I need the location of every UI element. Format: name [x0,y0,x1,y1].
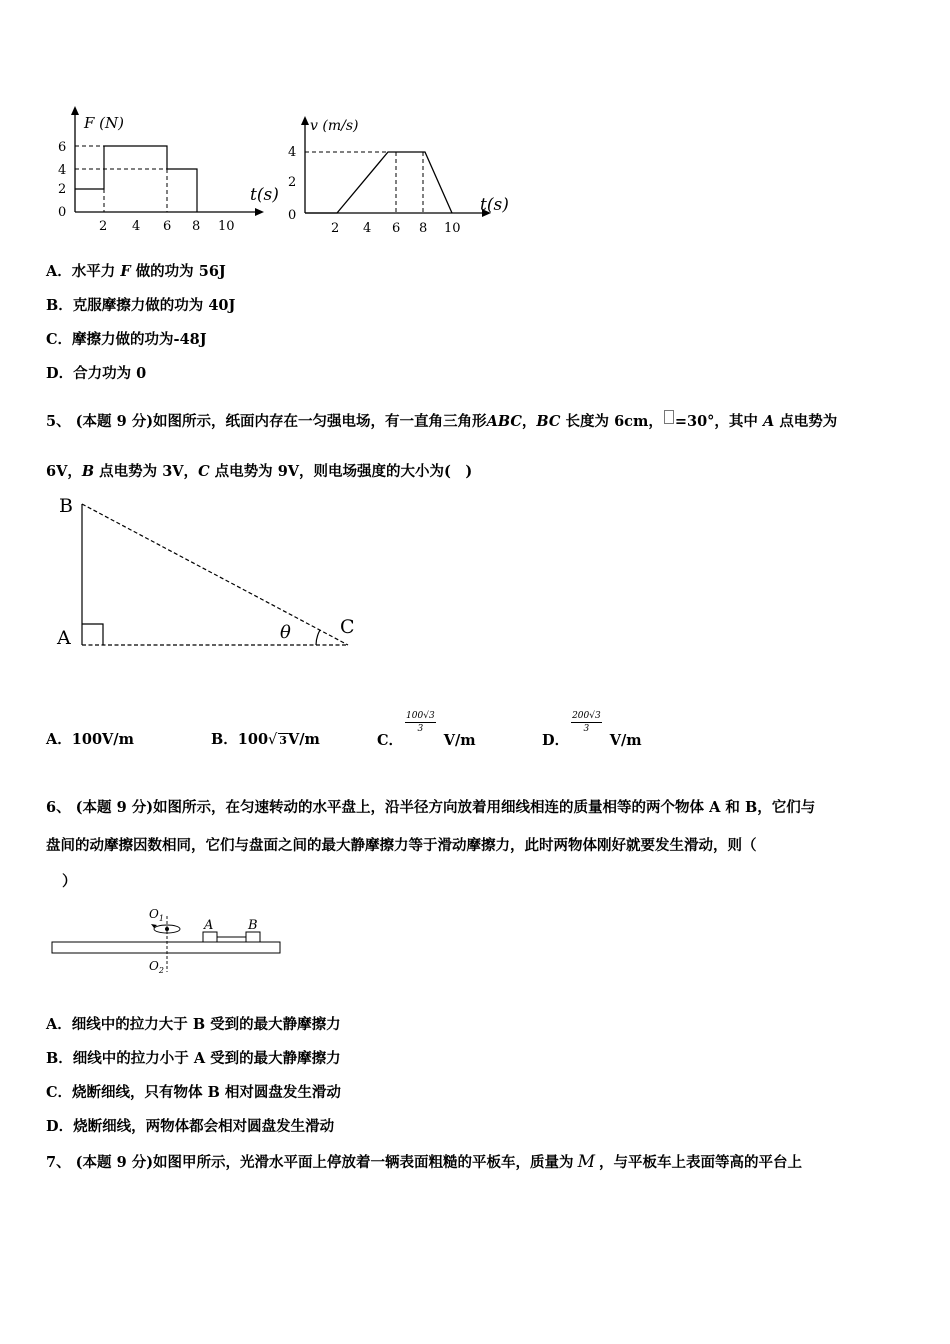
q5-option-b-label: B． [211,731,238,748]
f-y-arrow [71,106,79,115]
q5-text-c: 长度为 6cm， [565,413,663,430]
q7-m-var: M [577,1152,595,1172]
force-step-line [75,146,197,212]
q4-option-b-text: 克服摩擦力做的功为 40J [72,297,236,314]
label-theta: θ [280,622,291,643]
q5-option-c-unit: V/m [443,731,476,749]
q5-a-var: A [762,413,775,430]
q4-option-d[interactable] [46,362,146,383]
block-a [203,932,217,942]
q4-option-d-label: D． [46,365,74,382]
block-b [246,932,260,942]
q4-option-b[interactable] [46,294,235,315]
v-xtick-6: 6 [392,221,401,236]
q5-option-b-pre: 100 [237,731,269,748]
q5-option-b[interactable] [211,728,320,749]
q5-option-c-den: 3 [417,724,424,734]
q6-option-d-text: 烧断细线，两物体都会相对圆盘发生滑动 [73,1118,335,1135]
q4-option-c[interactable] [46,328,207,349]
label-c: C [340,616,355,638]
label-block-a: A [204,918,214,933]
label-o2: $O_2$ [149,959,164,975]
q5-option-c-label: C． [377,731,404,749]
q5-bc: BC [536,413,561,430]
f-ytick-2: 2 [58,182,67,197]
q6-number: 6、 [46,799,71,816]
q5-option-c[interactable] [377,710,476,749]
right-angle-mark [82,624,103,645]
q5-line-1 [46,410,837,431]
theta-arc [316,630,320,645]
v-xtick-2: 2 [331,221,340,236]
q5-option-a-text: 100V/m [71,731,134,748]
q5-option-d-label: D． [542,731,570,749]
f-ytick-4: 4 [58,163,67,178]
q5-line-2 [46,460,472,481]
q5-text-b: ， [521,413,537,430]
rotation-arrowhead-icon [151,924,157,928]
q5-option-b-root: 3 [279,734,287,747]
q6-option-c[interactable] [46,1081,341,1102]
v-ytick-0: 0 [288,208,297,223]
f-xtick-8: 8 [192,219,201,234]
q6-text-3: ） [62,873,77,890]
axis-center-dot [165,927,169,931]
q5-l2-e: 点电势为 9V，则电场强度的大小为( ) [214,463,473,480]
q6-line-1 [46,796,815,817]
q5-option-c-fraction [405,710,436,735]
q5-abc: ABC [486,413,522,430]
q5-option-d-den: 3 [583,724,590,734]
q6-option-b-text: 细线中的拉力小于 A 受到的最大静摩擦力 [72,1050,341,1067]
q6-line-3 [62,870,77,891]
f-xtick-10: 10 [218,219,235,234]
q5-l2-c: 点电势为 3V， [99,463,199,480]
q6-option-d[interactable] [46,1115,334,1136]
v-xtick-8: 8 [419,221,428,236]
f-ytick-6: 6 [58,140,67,155]
q4-option-a-text-1: 水平力 [71,263,116,280]
q5-text-d: =30°，其中 [674,413,758,430]
turntable-disk [52,942,280,953]
f-ytick-0: 0 [58,205,67,220]
q6-option-d-label: D． [46,1118,74,1135]
q5-l2-b: B [81,463,95,480]
triangle-side-bc [82,504,348,645]
v-y-arrow [301,116,309,125]
q5-option-b-post: V/m [287,731,320,748]
q6-option-a-label: A． [46,1016,72,1033]
q5-theta-glyph-icon [664,410,674,424]
q4-option-b-label: B． [46,297,73,314]
label-a: A [57,627,71,649]
label-block-b: B [248,918,258,933]
label-o1: $O_1$ [149,907,164,923]
q5-l2-a: 6V， [46,463,82,480]
q7-text-b: ，与平板车上表面等高的平台上 [598,1154,802,1171]
q6-text-2: 盘间的动摩擦因数相同，它们与盘面之间的最大静摩擦力等于滑动摩擦力，此时两物体刚好就要发生滑动，则（ [46,837,757,854]
v-x-label: t(s) [480,195,509,215]
sqrt-icon: √ [268,732,278,748]
v-xtick-10: 10 [444,221,461,236]
q6-turntable-figure [48,902,288,980]
q5-text-a: (本题 9 分)如图所示，纸面内存在一匀强电场，有一直角三角形 [75,413,487,430]
q6-option-c-label: C． [46,1084,73,1101]
v-ytick-2: 2 [288,175,297,190]
q4-option-c-text: 摩擦力做的功为-48J [72,331,207,348]
f-y-label: F (N) [84,114,125,132]
v-ytick-4: 4 [288,145,297,160]
q5-option-d-fraction [571,710,602,735]
q7-text-a: (本题 9 分)如图甲所示，光滑水平面上停放着一辆表面粗糙的平板车，质量为 [75,1154,574,1171]
velocity-line [305,152,452,213]
force-time-graph [40,100,290,240]
q5-triangle-figure [50,492,370,657]
q4-option-a-text-2: 做的功为 56J [135,263,226,280]
q4-option-a-var: F [120,263,131,280]
label-b: B [59,495,73,517]
q7-line-1 [46,1151,802,1172]
q4-option-a-label: A． [46,263,72,280]
q6-option-b[interactable] [46,1047,341,1068]
q5-option-d-unit: V/m [609,731,642,749]
q6-option-a[interactable] [46,1013,341,1034]
v-y-label: v (m/s) [310,118,359,134]
q7-number: 7、 [46,1154,71,1171]
q6-option-c-text: 烧断细线，只有物体 B 相对圆盘发生滑动 [72,1084,341,1101]
q5-number: 5、 [46,413,71,430]
q5-text-e: 点电势为 [779,413,838,430]
q5-option-c-num: 100√3 [406,711,435,721]
v-xtick-4: 4 [363,221,372,236]
q6-text-1: (本题 9 分)如图所示，在匀速转动的水平盘上，沿半径方向放着用细线相连的质量相等的两个物体 A 和 B，它们与 [75,799,816,816]
q5-option-a[interactable] [46,728,134,749]
q6-option-b-label: B． [46,1050,73,1067]
f-xtick-6: 6 [163,219,172,234]
q6-line-2 [46,834,757,855]
q5-option-d-num: 200√3 [572,711,601,721]
f-x-arrow [255,208,264,216]
q5-l2-d: C [198,463,210,480]
q5-option-d[interactable] [542,710,642,749]
q6-option-a-text: 细线中的拉力大于 B 受到的最大静摩擦力 [71,1016,341,1033]
f-xtick-4: 4 [132,219,141,234]
q4-option-a[interactable] [46,260,226,281]
f-xtick-2: 2 [99,219,108,234]
velocity-time-graph [280,108,520,240]
q4-option-d-text: 合力功为 0 [73,365,147,382]
f-x-label: t(s) [250,185,279,205]
q5-option-a-label: A． [46,731,72,748]
q4-option-c-label: C． [46,331,73,348]
